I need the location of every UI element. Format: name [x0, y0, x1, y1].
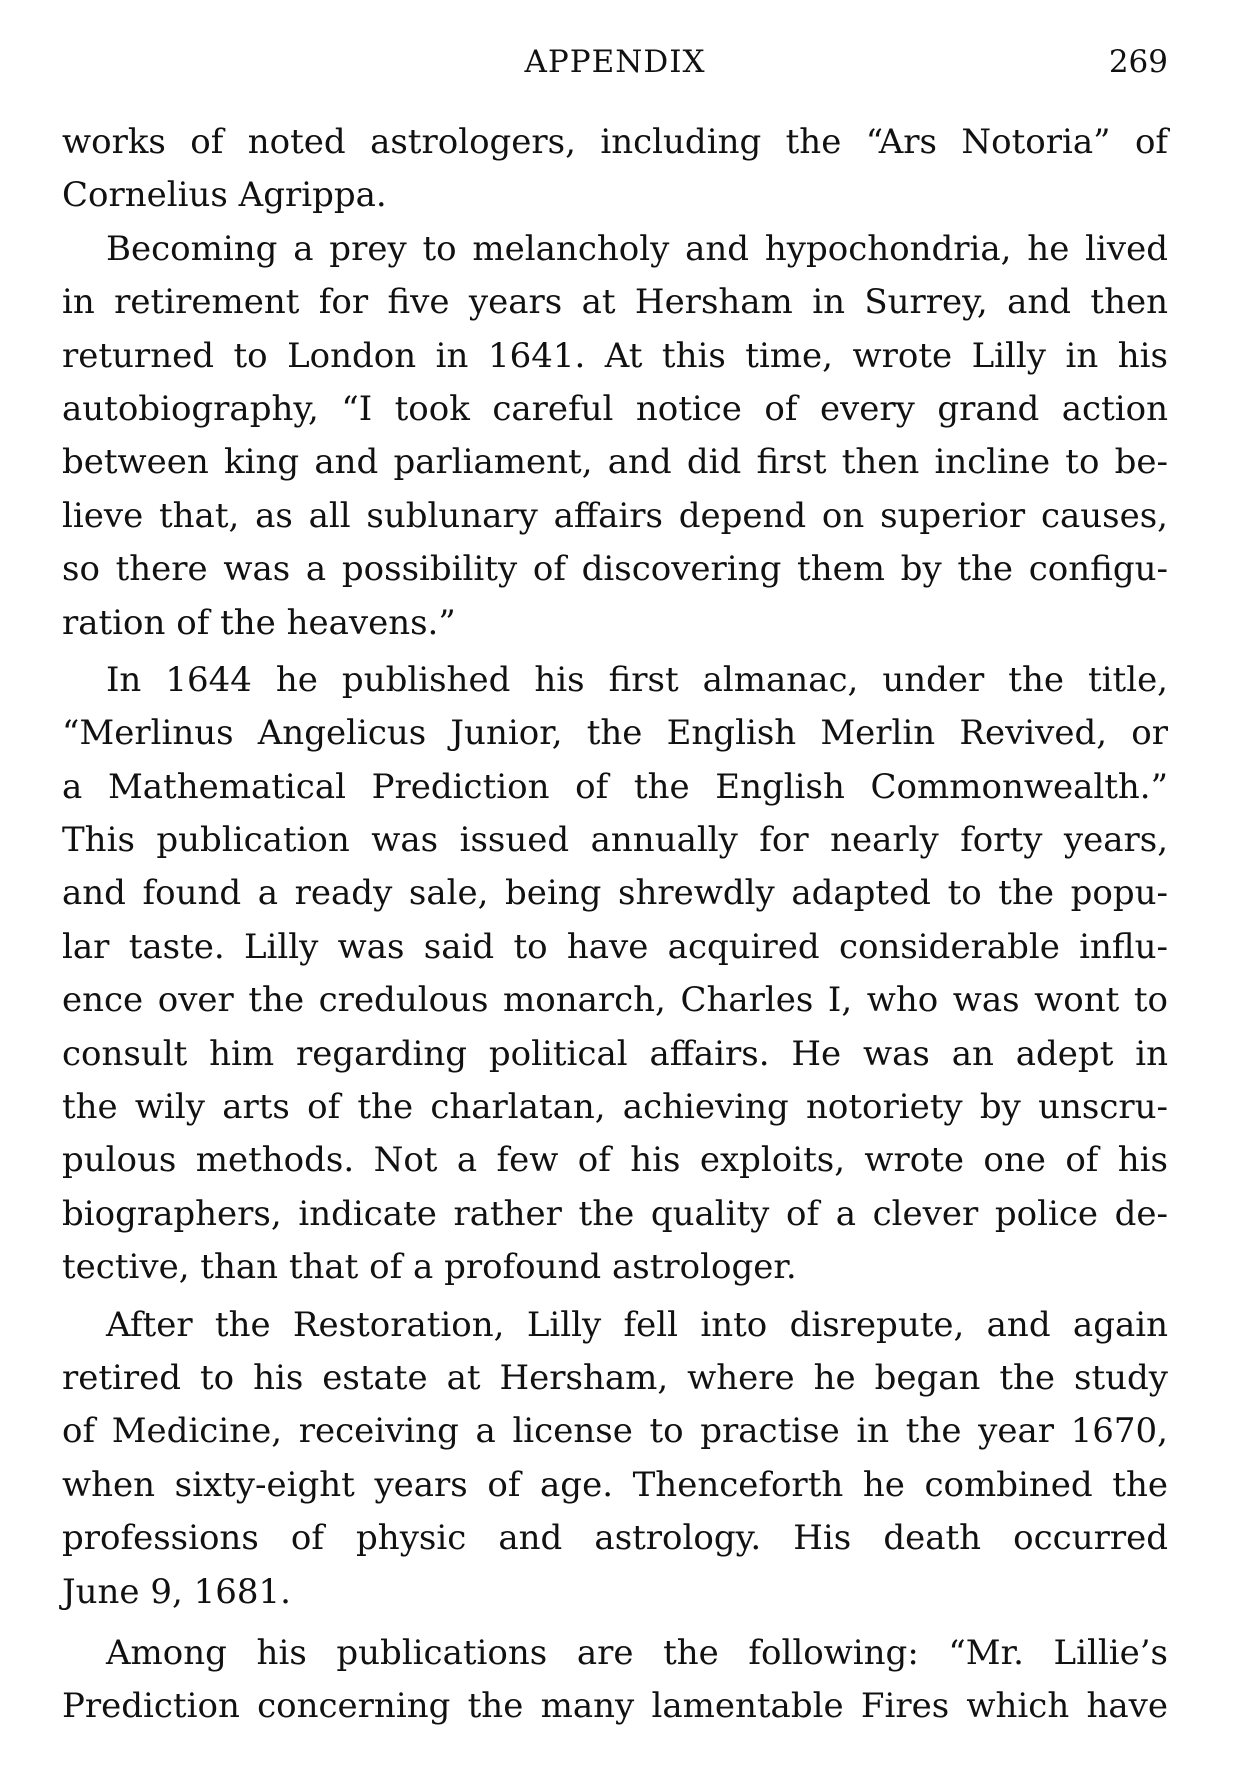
text-line: so there was a possibility of discovering them by the configu-: [62, 549, 1168, 590]
text-line: Among his publications are the following: “Mr. Lillie’s: [106, 1632, 1168, 1673]
text-line: returned to London in 1641. At this time, wrote Lilly in his: [62, 335, 1168, 376]
text-line: when sixty-eight years of age. Thenceforth he combined the: [62, 1464, 1168, 1505]
text-line: After the Restoration, Lilly fell into disrepute, and again: [106, 1304, 1168, 1345]
page-number: 269: [1108, 44, 1168, 80]
text-line: pulous methods. Not a few of his exploits, wrote one of his: [62, 1140, 1168, 1181]
text-line: ence over the credulous monarch, Charles I, who was wont to: [62, 980, 1168, 1021]
text-line: between king and parliament, and did first then incline to be-: [62, 442, 1168, 483]
text-line: of Medicine, receiving a license to practise in the year 1670,: [62, 1411, 1168, 1452]
text-line: consult him regarding political affairs. He was an adept in: [62, 1033, 1168, 1074]
text-line: June 9, 1681.: [62, 1571, 291, 1612]
text-line: works of noted astrologers, including the “Ars Notoria” of: [62, 122, 1168, 162]
text-line: lieve that, as all sublunary affairs depend on superior causes,: [62, 495, 1168, 536]
text-line: autobiography, “I took careful notice of every grand action: [62, 388, 1168, 429]
text-line: “Merlinus Angelicus Junior, the English Merlin Revived, or: [62, 713, 1168, 754]
text-line: Becoming a prey to melancholy and hypochondria, he lived: [106, 228, 1168, 269]
text-line: retired to his estate at Hersham, where he began the study: [62, 1357, 1168, 1398]
text-line: and found a ready sale, being shrewdly adapted to the popu-: [62, 873, 1168, 914]
text-line: a Mathematical Prediction of the English Commonwealth.”: [62, 766, 1168, 807]
text-line: Cornelius Agrippa.: [62, 175, 387, 216]
text-line: in retirement for five years at Hersham in Surrey, and then: [62, 282, 1168, 323]
text-line: professions of physic and astrology. His death occurred: [62, 1518, 1168, 1559]
text-line: biographers, indicate rather the quality of a clever police de-: [62, 1193, 1168, 1234]
body-text: [62, 116, 1168, 1734]
text-line: tective, than that of a profound astrologer.: [62, 1247, 797, 1288]
text-line: In 1644 he published his first almanac, under the title,: [106, 659, 1168, 700]
text-line: lar taste. Lilly was said to have acquired considerable influ-: [62, 926, 1168, 967]
text-line: ration of the heavens.”: [62, 602, 456, 643]
text-line: the wily arts of the charlatan, achieving notoriety by unscru-: [62, 1087, 1168, 1128]
text-line: This publication was issued annually for nearly forty years,: [62, 820, 1168, 861]
text-line: Prediction concerning the many lamentable Fires which have: [62, 1686, 1168, 1727]
running-title: APPENDIX: [524, 44, 706, 80]
running-head: [62, 44, 1168, 90]
